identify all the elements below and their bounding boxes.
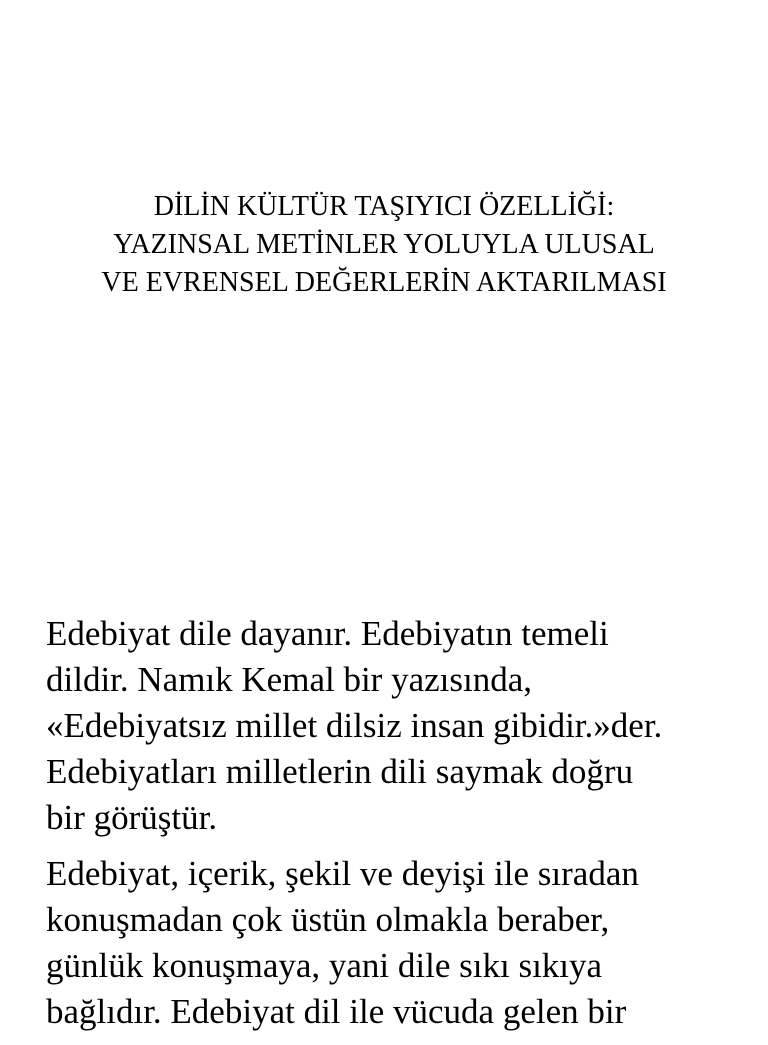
- text-line: bağlıdır. Edebiyat dil ile vücuda gelen bir: [46, 992, 627, 1031]
- text-line: dildir. Namık Kemal bir yazısında,: [46, 660, 533, 699]
- text-line: Edebiyat dile dayanır. Edebiyatın temeli: [46, 614, 609, 653]
- text-line: «Edebiyatsız millet dilsiz insan gibidir.»der.: [46, 706, 663, 745]
- title-line: YAZINSAL METİNLER YOLUYLA ULUSAL: [113, 229, 655, 260]
- paragraph: [46, 851, 746, 1035]
- text-line: günlük konuşmaya, yani dile sıkı sıkıya: [46, 946, 603, 985]
- text-line: bir görüştür.: [46, 798, 218, 837]
- text-line: Edebiyat, içerik, şekil ve deyişi ile sıradan: [46, 854, 639, 893]
- paragraph: [46, 611, 746, 841]
- title-line: VE EVRENSEL DEĞERLERİN AKTARILMASI: [101, 267, 667, 298]
- body-text: [46, 611, 746, 1045]
- text-line: konuşmadan çok üstün olmakla beraber,: [46, 900, 610, 939]
- title-line: DİLİN KÜLTÜR TAŞIYICI ÖZELLİĞİ:: [153, 191, 615, 222]
- text-line: Edebiyatları milletlerin dili saymak doğru: [46, 752, 634, 791]
- page-title: [0, 188, 768, 302]
